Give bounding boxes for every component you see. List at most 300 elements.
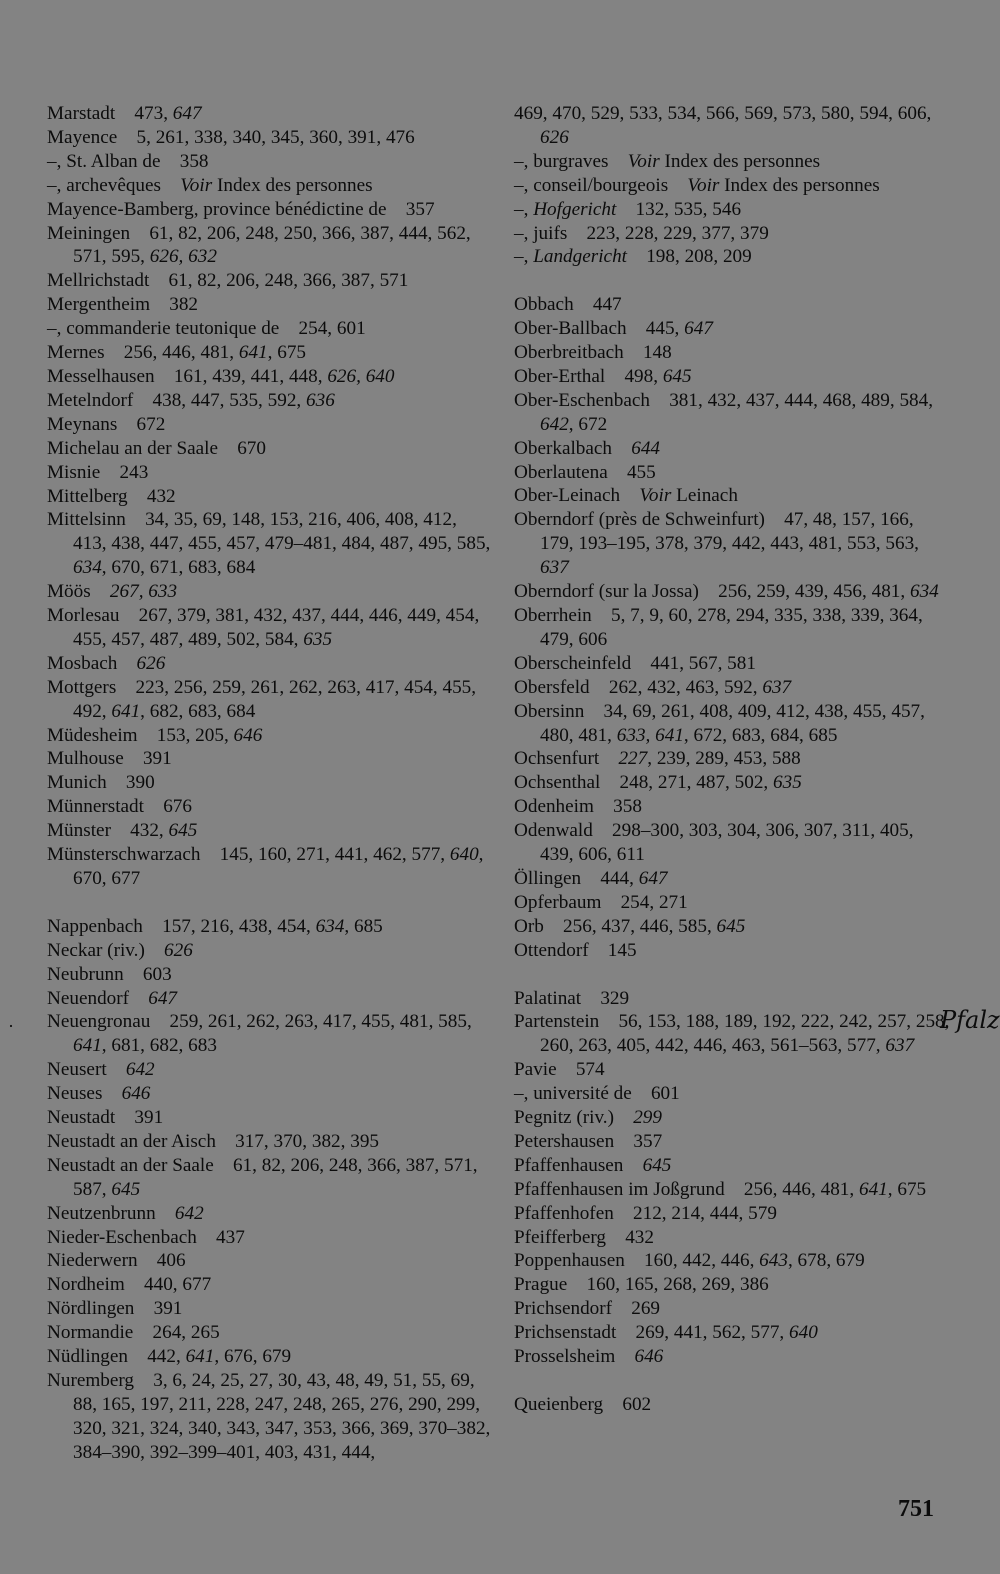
- page-ref: 441, 567, 581: [650, 652, 756, 674]
- entry-heading: Ottendorf: [514, 939, 589, 961]
- page-ref-italic: 641: [73, 1035, 102, 1057]
- index-entry: [514, 245, 950, 269]
- entry-heading: Pfaffenhofen: [514, 1202, 614, 1224]
- page-ref: 161, 439, 441, 448,: [173, 365, 328, 387]
- index-entry: [47, 1082, 495, 1106]
- entry-page-refs: [180, 175, 372, 196]
- page-ref-italic: 626: [540, 126, 569, 148]
- entry-heading: Morlesau: [47, 605, 120, 627]
- entry-heading: Mernes: [47, 342, 105, 364]
- entry-page-refs: [744, 1179, 926, 1200]
- entry-page-refs: [600, 988, 629, 1009]
- index-entry: [514, 222, 950, 246]
- page-ref: 34, 35, 69, 148, 153, 216, 406, 408, 412, 413, 438, 447, 455, 457, 479–481, 484, 487, 495, 585,: [73, 509, 491, 555]
- entry-page-refs: [147, 1346, 291, 1367]
- entry-heading: Mittelberg: [47, 485, 128, 507]
- page-ref: 357: [405, 198, 435, 220]
- entry-page-refs: [73, 605, 479, 650]
- entry-heading: Petershausen: [514, 1130, 615, 1152]
- page-ref-italic: 626, 632: [149, 246, 217, 268]
- page-ref-italic: 626, 640: [327, 365, 395, 387]
- page-ref-italic: 647: [148, 987, 178, 1009]
- entry-heading: Marstadt: [47, 103, 116, 124]
- entry-heading: Neuengronau: [47, 1011, 151, 1033]
- entry-heading: Nappenbach: [47, 915, 143, 937]
- index-entry: [514, 700, 950, 748]
- page-ref-italic: 267, 633: [109, 581, 178, 603]
- entry-heading-italic: Hofgericht: [533, 198, 617, 220]
- index-entry: [47, 1058, 495, 1082]
- page-ref-italic: 645: [111, 1178, 141, 1200]
- index-entry: [47, 293, 495, 317]
- page-ref: 145: [607, 939, 637, 961]
- entry-heading: Pfaffenhausen im Joßgrund: [514, 1178, 725, 1200]
- entry-page-refs: [618, 748, 800, 769]
- page-ref-italic: Voir: [687, 174, 720, 196]
- index-entry: [47, 508, 495, 580]
- entry-heading: Prichsendorf: [514, 1298, 613, 1320]
- entry-heading: Odenheim: [514, 796, 594, 818]
- entry-heading: –, St. Alban de: [47, 150, 161, 172]
- entry-page-refs: [110, 581, 177, 602]
- page-ref: 358: [179, 150, 209, 172]
- entry-heading: Prichsenstadt: [514, 1322, 617, 1344]
- page-ref: 601: [650, 1083, 680, 1105]
- page-ref: 382: [169, 294, 198, 316]
- index-entry: [514, 676, 950, 700]
- entry-heading: Oberkalbach: [514, 437, 613, 459]
- entry-page-refs: [586, 1274, 768, 1295]
- page-ref: 269: [631, 1298, 661, 1320]
- index-entry: [47, 795, 495, 819]
- entry-page-refs: [144, 1274, 211, 1295]
- index-entry: [514, 437, 950, 461]
- entry-page-refs: [639, 485, 738, 506]
- page-ref-italic: 646: [634, 1346, 664, 1368]
- entry-heading: Ober-Eschenbach: [514, 389, 650, 411]
- entry-heading: Neusert: [47, 1059, 107, 1081]
- entry-page-refs: [576, 1059, 605, 1080]
- entry-page-refs: [651, 1083, 680, 1104]
- entry-page-refs: [622, 1394, 651, 1415]
- page-ref-italic: 641: [238, 342, 268, 364]
- page-ref: 603: [142, 963, 172, 985]
- entry-heading: Neustadt an der Aisch: [47, 1130, 216, 1152]
- entry-page-refs: [124, 342, 306, 363]
- entry-page-refs: [73, 677, 476, 722]
- page-ref: , 675: [267, 342, 307, 364]
- entry-page-refs: [631, 1298, 660, 1319]
- page-ref-italic: Voir: [639, 485, 672, 507]
- page-ref: , 675: [887, 1178, 927, 1200]
- entry-heading: Nördlingen: [47, 1298, 135, 1320]
- page-ref: 444,: [600, 867, 639, 889]
- index-entry: [514, 150, 950, 174]
- entry-page-refs: [613, 796, 642, 817]
- entry-heading: Ober-Leinach: [514, 485, 621, 507]
- index-entry: [514, 174, 950, 198]
- entry-heading: Neckar (riv.): [47, 939, 145, 961]
- entry-page-refs: [126, 772, 155, 793]
- entry-page-refs: [718, 581, 939, 602]
- page-ref: 243: [119, 461, 149, 483]
- page-ref-italic: 634: [315, 915, 345, 937]
- index-entry: [47, 365, 495, 389]
- entry-page-refs: [608, 940, 637, 961]
- page-ref: 61, 82, 206, 248, 250, 366, 387, 444, 562, 571, 595,: [73, 222, 471, 268]
- index-entry: [514, 1106, 950, 1130]
- entry-heading: Pegnitz (riv.): [514, 1107, 614, 1129]
- entry-page-refs: [130, 820, 197, 841]
- entry-page-refs: [650, 653, 756, 674]
- entry-heading: Mittelsinn: [47, 509, 126, 531]
- index-entry: [47, 1226, 495, 1250]
- entry-page-refs: [162, 916, 383, 937]
- index-entry: [514, 389, 950, 437]
- page-ref: 447: [592, 294, 622, 316]
- index-entry: [47, 1202, 495, 1226]
- index-entry: [47, 485, 495, 509]
- entry-page-refs: [147, 486, 176, 507]
- entry-page-refs: [643, 1155, 672, 1176]
- entry-heading: Mosbach: [47, 652, 118, 674]
- page-ref: Index des personnes: [719, 174, 880, 196]
- page-ref: 391: [134, 1107, 164, 1129]
- index-entry: [514, 1345, 950, 1369]
- entry-page-refs: [154, 1298, 183, 1319]
- index-entry: [47, 819, 495, 843]
- entry-page-refs: [587, 223, 769, 244]
- page-ref-italic: 634: [73, 557, 102, 579]
- entry-heading-italic: Landgericht: [533, 246, 627, 268]
- index-entry: [514, 771, 950, 795]
- index-entry: [514, 915, 950, 939]
- entry-page-refs: [299, 318, 366, 339]
- index-entry: [514, 508, 950, 580]
- entry-page-refs: [134, 1107, 163, 1128]
- page-ref: Leinach: [671, 485, 738, 507]
- entry-page-refs: [540, 820, 914, 865]
- index-entry: [514, 198, 950, 222]
- page-ref-italic: 642: [540, 413, 569, 435]
- entry-heading: Oberrhein: [514, 605, 592, 627]
- entry-page-refs: [120, 462, 149, 483]
- index-entry: [47, 915, 495, 939]
- index-entry: [514, 580, 950, 604]
- entry-heading: Palatinat: [514, 987, 582, 1009]
- entry-heading: Neubrunn: [47, 963, 124, 985]
- page-ref: , 685: [344, 915, 383, 937]
- page-ref: 264, 265: [152, 1322, 220, 1344]
- page-ref: 212, 214, 444, 579: [633, 1202, 777, 1224]
- entry-page-refs: [625, 1227, 654, 1248]
- entry-heading: Mottgers: [47, 676, 117, 698]
- index-entry: [47, 1130, 495, 1154]
- entry-heading: Pfaffenhausen: [514, 1154, 624, 1176]
- index-entry: [514, 1249, 950, 1273]
- index-entry: [47, 461, 495, 485]
- entry-heading: Queienberg: [514, 1393, 604, 1415]
- index-entry: [514, 819, 950, 867]
- page-ref-italic: 646: [233, 724, 263, 746]
- page-ref: , 672: [568, 413, 608, 435]
- page-ref: 406: [156, 1250, 186, 1272]
- page-ref-italic: 645: [168, 820, 198, 842]
- entry-heading: Ochsenthal: [514, 772, 601, 794]
- page-ref-italic: 647: [638, 867, 668, 889]
- page-ref: 34, 69, 261, 408, 409, 412, 438, 455, 457, 480, 481,: [540, 700, 925, 746]
- index-entry: [514, 652, 950, 676]
- index-entry: [47, 987, 495, 1011]
- page-ref: 602: [622, 1393, 652, 1415]
- page-ref: 132, 535, 546: [635, 198, 742, 220]
- entry-page-refs: [620, 772, 802, 793]
- entry-heading: Prague: [514, 1274, 568, 1296]
- page-ref: , 670, 677: [73, 844, 484, 889]
- page-ref-italic: 643: [759, 1250, 788, 1272]
- entry-heading: Mergentheim: [47, 294, 151, 316]
- entry-heading: Messelhausen: [47, 365, 155, 387]
- page-ref: 61, 82, 206, 248, 366, 387, 571: [168, 270, 409, 292]
- entry-heading: Oberndorf (sur la Jossa): [514, 581, 699, 603]
- entry-page-refs: [636, 1322, 818, 1343]
- entry-heading: Neustadt an der Saale: [47, 1154, 214, 1176]
- page-ref: 223, 256, 259, 261, 262, 263, 417, 454, 455, 492,: [73, 676, 477, 722]
- page-ref: , 670, 671, 683, 684: [101, 557, 256, 579]
- index-entry: [514, 484, 950, 508]
- page-ref-italic: Voir: [627, 150, 660, 172]
- index-entry: [514, 747, 950, 771]
- entry-heading: Michelau an der Saale: [47, 437, 219, 459]
- page-ref: 469, 470, 529, 533, 534, 566, 569, 573, 580, 594, 606,: [514, 103, 932, 124]
- index-column-left: [47, 102, 495, 1465]
- entry-heading: Münnerstadt: [47, 796, 144, 818]
- index-entry: [47, 198, 495, 222]
- stray-mark: ·: [8, 1016, 14, 1036]
- entry-heading: Münster: [47, 820, 111, 842]
- page-ref: , 676, 679: [214, 1346, 292, 1368]
- page-ref: 358: [613, 796, 642, 818]
- page-ref: 437: [216, 1226, 245, 1248]
- page-ref: 61, 82, 206, 248, 366, 387, 571, 587,: [73, 1154, 478, 1200]
- page-ref-italic: 641: [111, 700, 141, 722]
- page-ref-italic: 644: [631, 437, 660, 459]
- index-entry: [47, 150, 495, 174]
- index-entry: [514, 293, 950, 317]
- index-entry: [514, 795, 950, 819]
- entry-heading: Möös: [47, 581, 91, 603]
- index-entry: [47, 604, 495, 652]
- entry-page-refs: [644, 1250, 865, 1271]
- index-entry: [47, 317, 495, 341]
- page-ref: Index des personnes: [659, 150, 821, 172]
- entry-heading: Münsterschwarzach: [47, 844, 201, 866]
- entry-page-refs: [563, 916, 745, 937]
- index-entry: [47, 174, 495, 198]
- index-entry: [514, 1178, 950, 1202]
- index-entry: [47, 1106, 495, 1130]
- index-entry: [47, 963, 495, 987]
- entry-heading: Mellrichstadt: [47, 270, 150, 292]
- index-entry: [514, 987, 950, 1011]
- entry-page-refs: [540, 701, 925, 746]
- entry-heading: –, burgraves: [514, 150, 609, 172]
- entry-heading: Meynans: [47, 413, 118, 435]
- entry-page-refs: [627, 462, 656, 483]
- page-ref: 157, 216, 438, 454,: [162, 915, 316, 937]
- page-ref: 357: [633, 1130, 663, 1152]
- index-entry: [514, 365, 950, 389]
- entry-heading: Opferbaum: [514, 891, 602, 913]
- entry-page-refs: [514, 103, 931, 148]
- page-ref-italic: Voir: [180, 174, 213, 196]
- page-ref-italic: 642: [125, 1059, 155, 1081]
- index-entry: [47, 389, 495, 413]
- page-ref: 3, 6, 24, 25, 27, 30, 43, 48, 49, 51, 55, 69, 88, 165, 197, 211, 228, 247, 248, 265, 276, 290, 299, 320, 321, 324, 340, 343, 347, 353, 366, 369, 370–382, 384–390, 392–399–401, 403, 431, 444,: [73, 1370, 491, 1463]
- index-entry: [47, 939, 495, 963]
- entry-page-refs: [646, 318, 713, 339]
- page-ref: 498,: [624, 365, 663, 387]
- entry-heading: Oberscheinfeld: [514, 652, 632, 674]
- index-entry: [514, 341, 950, 365]
- page-ref-italic: 640: [449, 844, 479, 866]
- entry-heading: Müdesheim: [47, 724, 138, 746]
- index-entry: [514, 1130, 950, 1154]
- entry-page-refs: [633, 1203, 777, 1224]
- page-ref: 391: [153, 1298, 183, 1320]
- index-entry: [47, 341, 495, 365]
- page-ref-italic: 645: [642, 1154, 672, 1176]
- page-ref-italic: 299: [633, 1107, 662, 1129]
- page-ref: 223, 228, 229, 377, 379: [586, 222, 769, 244]
- entry-page-refs: [609, 677, 791, 698]
- entry-heading: Odenwald: [514, 820, 593, 842]
- page-ref-italic: 633, 641: [616, 724, 684, 746]
- page-ref-italic: 635: [303, 628, 333, 650]
- page-ref-italic: 634: [909, 581, 939, 603]
- entry-heading: Öllingen: [514, 867, 582, 889]
- entry-page-refs: [143, 964, 172, 985]
- entry-heading: Niederwern: [47, 1250, 138, 1272]
- entry-page-refs: [137, 653, 166, 674]
- entry-page-refs: [634, 1346, 663, 1367]
- index-entry: [47, 1010, 495, 1058]
- page-ref: 256, 446, 481,: [743, 1178, 859, 1200]
- page-ref: 432: [146, 485, 176, 507]
- page-ref: 574: [575, 1059, 605, 1081]
- page-ref: 670: [237, 437, 266, 459]
- page-ref-italic: 641: [185, 1346, 215, 1368]
- entry-page-refs: [73, 223, 471, 268]
- entry-page-refs: [174, 366, 395, 387]
- page-ref: , 239, 289, 453, 588: [647, 748, 801, 770]
- index-entry: [47, 1249, 495, 1273]
- index-entry: [47, 102, 495, 126]
- page-ref-italic: 635: [773, 772, 802, 794]
- page-ref: 254, 271: [620, 891, 688, 913]
- index-entry: [514, 867, 950, 891]
- index-entry: [514, 891, 950, 915]
- page-ref: 5, 261, 338, 340, 345, 360, 391, 476: [136, 126, 415, 148]
- index-entry: [514, 1010, 950, 1058]
- page-ref-italic: 641: [858, 1178, 888, 1200]
- page-ref-italic: 636: [306, 389, 335, 411]
- page-ref: 432: [625, 1226, 654, 1248]
- entry-page-refs: [169, 294, 198, 315]
- index-entry: [514, 1202, 950, 1226]
- page-ref: 198, 208, 209: [646, 246, 752, 268]
- page-ref: 5, 7, 9, 60, 278, 294, 335, 338, 339, 364, 479, 606: [540, 605, 923, 650]
- entry-page-refs: [137, 414, 166, 435]
- page-ref: 269, 441, 562, 577,: [635, 1322, 790, 1344]
- page-ref: 153, 205,: [156, 724, 234, 746]
- page-ref: 145, 160, 271, 441, 462, 577,: [219, 844, 450, 866]
- entry-heading: Nüdlingen: [47, 1346, 129, 1368]
- letter-section-gap: [514, 269, 950, 293]
- entry-heading: –, juifs: [514, 222, 568, 244]
- index-entry: [514, 461, 950, 485]
- entry-page-refs: [540, 605, 923, 650]
- entry-page-refs: [73, 1370, 490, 1463]
- entry-heading: Orb: [514, 915, 544, 937]
- index-entry: [47, 747, 495, 771]
- index-entry: [47, 771, 495, 795]
- page-ref-italic: 637: [885, 1035, 915, 1057]
- page-ref: 442,: [147, 1346, 186, 1368]
- page-ref-italic: 626: [164, 939, 193, 961]
- entry-page-refs: [153, 390, 335, 411]
- index-entry: [514, 1297, 950, 1321]
- entry-page-refs: [164, 940, 193, 961]
- page-ref: 267, 379, 381, 432, 437, 444, 446, 449, 454, 455, 457, 487, 489, 502, 584,: [73, 605, 480, 650]
- index-entry: [47, 1345, 495, 1369]
- index-entry: [47, 222, 495, 270]
- entry-heading: Neustadt: [47, 1107, 116, 1129]
- entry-heading: Mulhouse: [47, 748, 124, 770]
- page-ref: 56, 153, 188, 189, 192, 222, 242, 257, 258, 260, 263, 405, 442, 446, 463, 561–563, 577,: [540, 1011, 950, 1057]
- entry-heading: Munich: [47, 772, 107, 794]
- index-entry: [514, 1058, 950, 1082]
- page-ref: 455: [626, 461, 656, 483]
- entry-page-refs: [122, 1083, 151, 1104]
- index-entry: [47, 126, 495, 150]
- entry-heading: Ober-Ballbach: [514, 318, 627, 340]
- entry-page-refs: [633, 1107, 662, 1128]
- page-ref: 256, 259, 439, 456, 481,: [718, 581, 910, 603]
- entry-page-refs: [126, 1059, 155, 1080]
- page-ref: 445,: [645, 318, 685, 340]
- entry-heading: Neutzenbrunn: [47, 1202, 156, 1224]
- handwritten-margin-note: Pfalz: [940, 1006, 1000, 1034]
- entry-page-refs: [163, 796, 192, 817]
- page-ref-italic: 640: [789, 1322, 818, 1344]
- entry-page-refs: [235, 1131, 379, 1152]
- entry-heading: –, archevêques: [47, 174, 162, 196]
- index-entry: [47, 1321, 495, 1345]
- page-ref-italic: 647: [684, 318, 713, 340]
- entry-page-refs: [621, 892, 688, 913]
- entry-page-refs: [153, 1322, 220, 1343]
- index-entry: [47, 269, 495, 293]
- entry-heading: Obersfeld: [514, 676, 590, 698]
- entry-heading: Nordheim: [47, 1274, 125, 1296]
- page-ref-italic: 646: [121, 1083, 151, 1105]
- entry-heading: –, université de: [514, 1083, 632, 1105]
- page-ref: 317, 370, 382, 395: [235, 1130, 380, 1152]
- index-entry: [514, 1393, 950, 1417]
- entry-page-refs: [633, 1131, 662, 1152]
- page-ref: 259, 261, 262, 263, 417, 455, 481, 585,: [169, 1011, 472, 1033]
